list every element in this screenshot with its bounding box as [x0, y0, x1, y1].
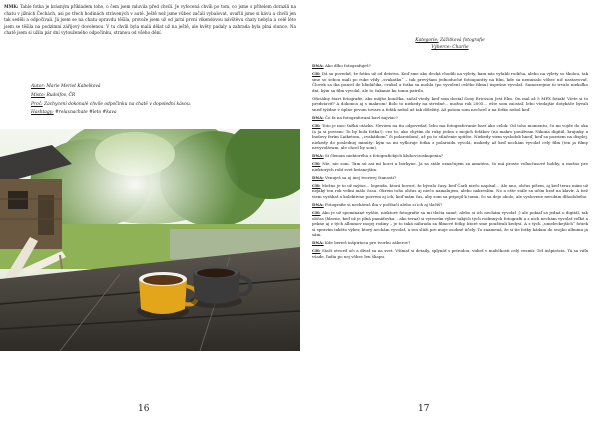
meta-place: Místo: Rudolfov, ČR — [31, 92, 76, 98]
qa-paragraph: DNA: Fotografie si nechávaš iba v počítači alebo si ich aj tlačíš? — [312, 201, 443, 207]
qa-paragraph: CH: Stačí otvoriť oči a dívať sa na svet. Všímať si detaily, splynúť s prírodou, vidieť v maličkosti celý vesmír. Toť inšpirácia. Tá sa váľa všade, ľudia po nej vôbec len šliapu. — [312, 248, 588, 259]
coffee-photo — [0, 129, 300, 351]
page-number-right: 17 — [418, 404, 430, 414]
qa-paragraph: DNA: Kde berieš inšpiráciu pre tvorbu záberov? — [312, 240, 411, 246]
right-page — [300, 0, 600, 424]
intro-text: Tahle fotka je krásným příkladem toho, o čem jsem mluvila před chvílí. Je vyfocená chvíli po tom, co jsme s přítelem dorazili na chatu v jižních Čechách, asi po třech hodinách strávených v autě. Ještě než jsme vůbec začali vybalovat, uvařili jsme si kávu a chvíli jen tak seděli a odpočívali. Já jsem se na chatu opravdu těšila, protože jsem už od jarní první víkendovou návštěvu chaty nebyla a celé léto jsem se těšila na podzimní zářijový dovolenou. V tu chvíli byla malá dělat už na ještě, ale květy padaly a zahrada byla plná slunce. Na chatě jsem si užila pár dní vytouženého odpočinku, stranou od všeho dění. — [4, 4, 296, 36]
meta-why: Proč: Zachycení dokonalé chvíle odpočinku na chatě v dopolední kávou. — [31, 101, 192, 107]
qa-paragraph: CH: Ako je už spomínané vyššie, niektoré fotografie sa mi tlačia samé; alebo si ich nechám vyvolať ;) ale pokiaľ sa jedná o digitál, tak občas (hlavne, keď už je plná pamäťovka... ako teraz) si vytvorím výber takých tých rodinných fotografií a z nich nechám vyvolať veľké a pekne aj z tých albumov mojej rodiny – je to taká náhrada za filmové fotky, ktoré sme používali kedysi. A z tých „umeleckejších“ fotiek si spravím takéto výber, ktorý nechám vyvolať, a ten slúži pre moje osobné účely. To znamená, že si tie fotky hádam do svojho albumu ja sám. — [312, 209, 588, 238]
qa-paragraph: DNA: Ako dlho fotografuješ? — [312, 63, 371, 68]
category-line: Kategorie: Zážitková fotografie — [415, 38, 485, 43]
qa-paragraph: DNA: Si členom niektorého z fotografických klubov/zoskupenia? — [312, 153, 443, 159]
qa-paragraph: Oficiálny štart fotografie, ako môjho koníčka, začal vtedy, keď som dostal Sony Ericsson Jest Elm. On mal až 5 MPX fotiak! Viete si to predstaviť? A dokonca aj s makrom! Bolo to niekedy na stredné... možno rok 2005... ešte som zaostaľ, lebo vtedajšie dotykáče bývali sneď týždne v úplne prvom tovare a foťák nebol až tak dôležitý. Až potom som nechcel a na fotke nebol keď. — [312, 95, 588, 112]
qa-paragraph: CH: Nie, nie som. Tam sú asi mi horci a borkyne. Ja sa stále označujem za amatéra, čo má proste voľnočasové hobby, a možno pre niektorých robí svet krásnejším. — [312, 161, 588, 172]
intro-speaker: MMK: — [4, 4, 19, 9]
interview-body — [312, 63, 588, 262]
meta-hashtags: Hashtagy: #relaxnachate #leto #kava — [31, 110, 117, 116]
qa-paragraph: DNA: Čo fa na fotografovaní baví najviac? — [312, 114, 398, 120]
qa-paragraph: CH: Toto je moc ťažká otázka. Neviem na ňu odpovedať, lebo ma fotografovanie baví ako celok: Od toho momentu, čo mi vojde do oka (a ja si poviem: To by bola fotka!), cez to, ako chytím do ruky jeden z mojich foťákov (na makro používam Nikona digitál, krajinky a budovy ferím Ľaiketom, „cvakátkom“ či polaroidom), až po to stlačenie spúšte. Niekedy viem vyslodok hneď, keď sa pozriem na displej, niekedy do poslednej minúty: kým sa mi vyfloruje fotka z polaroidu vyvolá, inokedy až keď nechám vyvolať celý film (ten ja filmy nevyvolávam, ale chcel by som). — [312, 122, 589, 151]
category-header — [300, 38, 600, 51]
page-number-left: 16 — [138, 404, 150, 414]
interview-label: Výherce: Charlie — [431, 44, 469, 50]
qa-paragraph: CH: Dá sa povedať, že fotím už od detstva. Keď sme ako decká chodili na výlety, kam nás vyťahli rodičia, alebo na výlety so školou, tak sme so sebou mali po ruke vždy „svakatku“ – tak prevýšam jednoduché fotoaparáty na film, kde sa nemusalo vôbec nič nastavovať. Človek sa iba pozrel do hľadáčika, cvakol a fotka sa mohla (po vyvolení celého filmu) úspešne vyvolať. Samozrejme to trvalo niekoľko dní, kým sa film vyvolal, ale to čakanie ku tomu patrilo. — [312, 70, 589, 93]
photo-metadata — [31, 84, 231, 119]
meta-author: Autor: Marie Meriot Kabelková — [31, 84, 101, 89]
intro-paragraph — [4, 4, 296, 37]
qa-paragraph: DNA: Venuješ sa aj inej tvorivej činnosti? — [312, 174, 397, 180]
qa-paragraph: CH: Možno je to už mýtus... legenda, ktorá hovorí, že bývalo časy, keď Čarli niečo napísal... Ale ano, občas píšem, aj keď teraz mám už nejaký ten rok veľmi málo času. Okrem toho občas aj niečo namalujem, alebo nakreslím. No a ešte stále sa učím hrať na klavír. A tiež viem vyrábať a kolektivne pozvem aj ich, keď mám čas, aby som sa pripojil k tomu, čo sa deje okolo, ale vyslovene nerobím dlhodobého. — [312, 182, 588, 199]
